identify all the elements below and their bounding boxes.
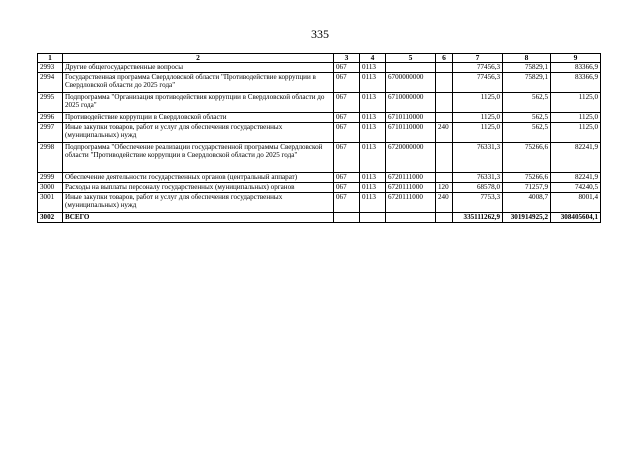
row-name: Иные закупки товаров, работ и услуг для обеспечения государственных (муниципальных) нужд [63, 123, 334, 143]
table-row [38, 73, 601, 93]
col-6 [436, 143, 453, 173]
col-8: 71257,9 [503, 183, 551, 193]
col-9: 1125,0 [551, 93, 601, 113]
table-row [38, 123, 601, 143]
col-7: 1125,0 [453, 113, 503, 123]
col-3: 067 [334, 93, 360, 113]
col-9: 1125,0 [551, 123, 601, 143]
col-5: 6710110000 [386, 113, 436, 123]
col-9: 308405604,1 [551, 213, 601, 223]
col-7: 76331,3 [453, 143, 503, 173]
col-4: 0113 [360, 143, 386, 173]
header-cell: 5 [386, 54, 436, 63]
row-name: ВСЕГО [63, 213, 334, 223]
col-8: 75266,6 [503, 143, 551, 173]
col-9: 83366,9 [551, 63, 601, 73]
col-3 [334, 213, 360, 223]
row-name: Государственная программа Свердловской области "Противодействие коррупции в Свердловской области до 2025 года" [63, 73, 334, 93]
col-3: 067 [334, 123, 360, 143]
col-3: 067 [334, 183, 360, 193]
col-8: 75266,6 [503, 173, 551, 183]
row-name: Расходы на выплаты персоналу государственных (муниципальных) органов [63, 183, 334, 193]
col-5: 6720111000 [386, 193, 436, 213]
header-cell: 4 [360, 54, 386, 63]
col-7: 7753,3 [453, 193, 503, 213]
row-number: 3001 [38, 193, 63, 213]
col-3: 067 [334, 193, 360, 213]
header-cell: 9 [551, 54, 601, 63]
col-8: 75829,1 [503, 63, 551, 73]
table-row [38, 63, 601, 73]
col-6 [436, 113, 453, 123]
col-8: 562,5 [503, 93, 551, 113]
col-5 [386, 213, 436, 223]
row-number: 3000 [38, 183, 63, 193]
row-number: 3002 [38, 213, 63, 223]
row-number: 2994 [38, 73, 63, 93]
row-name: Подпрограмма "Обеспечение реализации государственной программы Свердловской области "Противодействие коррупции в Свердловской области до 2025 года" [63, 143, 334, 173]
page-number: 335 [311, 27, 329, 41]
col-4: 0113 [360, 113, 386, 123]
col-6: 120 [436, 183, 453, 193]
header-row [38, 54, 601, 63]
col-5: 6700000000 [386, 73, 436, 93]
col-9: 82241,9 [551, 173, 601, 183]
col-7: 77456,3 [453, 63, 503, 73]
table-row [38, 193, 601, 213]
table-row [38, 183, 601, 193]
col-9: 74240,5 [551, 183, 601, 193]
table-row [38, 143, 601, 173]
row-name: Обеспечение деятельности государственных органов (центральный аппарат) [63, 173, 334, 183]
row-number: 2999 [38, 173, 63, 183]
col-5: 6720111000 [386, 183, 436, 193]
row-number: 2997 [38, 123, 63, 143]
col-9: 8001,4 [551, 193, 601, 213]
col-8: 75829,1 [503, 73, 551, 93]
row-name: Другие общегосударственные вопросы [63, 63, 334, 73]
col-5 [386, 63, 436, 73]
col-3: 067 [334, 173, 360, 183]
col-8: 301914925,2 [503, 213, 551, 223]
col-6 [436, 213, 453, 223]
col-9: 1125,0 [551, 113, 601, 123]
row-name: Противодействие коррупции в Свердловской области [63, 113, 334, 123]
total-row [38, 213, 601, 223]
col-7: 1125,0 [453, 93, 503, 113]
col-4: 0113 [360, 173, 386, 183]
col-8: 562,5 [503, 113, 551, 123]
col-9: 82241,9 [551, 143, 601, 173]
row-number: 2996 [38, 113, 63, 123]
col-7: 335111262,9 [453, 213, 503, 223]
col-6: 240 [436, 193, 453, 213]
table-row [38, 173, 601, 183]
col-8: 4008,7 [503, 193, 551, 213]
col-4 [360, 213, 386, 223]
table-row [38, 93, 601, 113]
col-6 [436, 173, 453, 183]
col-6: 240 [436, 123, 453, 143]
budget-table [37, 53, 601, 223]
row-number: 2993 [38, 63, 63, 73]
col-3: 067 [334, 63, 360, 73]
header-cell: 3 [334, 54, 360, 63]
row-name: Подпрограмма "Организация противодействия коррупции в Свердловской области до 2025 года" [63, 93, 334, 113]
col-6 [436, 63, 453, 73]
col-9: 83366,9 [551, 73, 601, 93]
col-4: 0113 [360, 63, 386, 73]
col-3: 067 [334, 143, 360, 173]
col-5: 6720000000 [386, 143, 436, 173]
header-cell: 2 [63, 54, 334, 63]
col-7: 68578,0 [453, 183, 503, 193]
col-3: 067 [334, 73, 360, 93]
col-4: 0113 [360, 93, 386, 113]
col-7: 1125,0 [453, 123, 503, 143]
header-cell: 6 [436, 54, 453, 63]
col-3: 067 [334, 113, 360, 123]
col-6 [436, 93, 453, 113]
col-5: 6720111000 [386, 173, 436, 183]
row-number: 2995 [38, 93, 63, 113]
row-name: Иные закупки товаров, работ и услуг для обеспечения государственных (муниципальных) нужд [63, 193, 334, 213]
row-number: 2998 [38, 143, 63, 173]
col-8: 562,5 [503, 123, 551, 143]
table-row [38, 113, 601, 123]
col-6 [436, 73, 453, 93]
header-cell: 8 [503, 54, 551, 63]
col-4: 0113 [360, 73, 386, 93]
col-4: 0113 [360, 123, 386, 143]
col-7: 76331,3 [453, 173, 503, 183]
header-cell: 1 [38, 54, 63, 63]
col-4: 0113 [360, 193, 386, 213]
col-5: 6710000000 [386, 93, 436, 113]
col-4: 0113 [360, 183, 386, 193]
col-5: 6710110000 [386, 123, 436, 143]
header-cell: 7 [453, 54, 503, 63]
col-7: 77456,3 [453, 73, 503, 93]
